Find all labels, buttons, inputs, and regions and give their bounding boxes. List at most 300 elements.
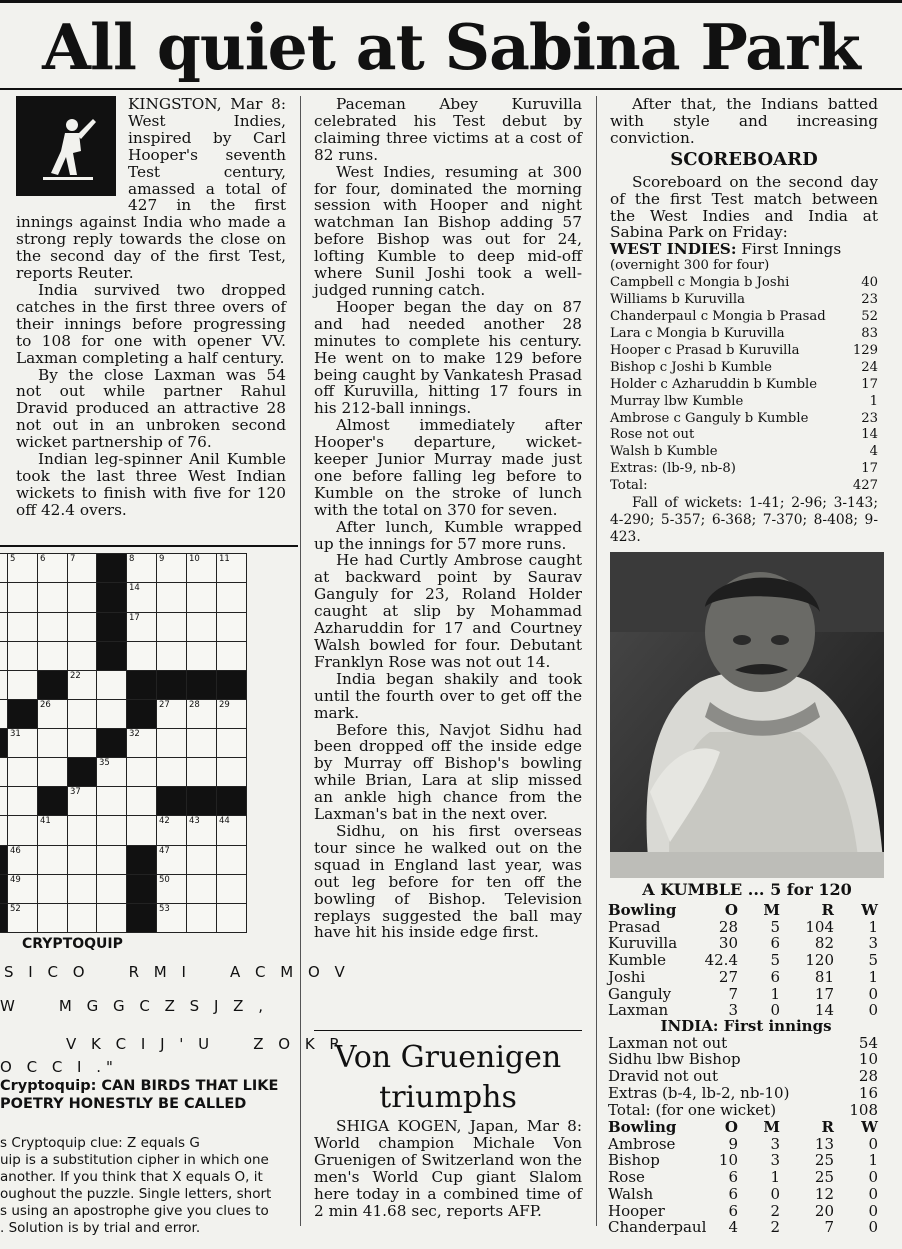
crossword-cell[interactable] <box>216 582 247 613</box>
crossword-cell[interactable] <box>96 845 127 875</box>
crossword-cell[interactable] <box>186 699 217 729</box>
paragraph: SHIGA KOGEN, Japan, Mar 8: World champion Michale Von Gruenigen of Switzerland won the men's World Cup giant Slalom here today in a combined time of 2 min 41.68 sec, reports AFP. <box>314 1117 582 1220</box>
runs-value: 16 <box>858 1083 878 1102</box>
crossword-cell[interactable] <box>156 641 187 671</box>
bowling-figure: 5 <box>770 951 780 970</box>
crossword-cell[interactable] <box>67 582 97 613</box>
crossword-grid[interactable] <box>0 553 275 932</box>
clue-number: 29 <box>219 700 230 710</box>
runs-value: 10 <box>858 1050 878 1069</box>
batting-row <box>610 275 878 292</box>
clue-number: 9 <box>159 554 165 564</box>
batsman-entry: Ambrose c Ganguly b Kumble <box>610 410 809 426</box>
innings-label: First innings <box>723 1017 832 1035</box>
batsman-entry: Laxman not out <box>608 1033 728 1052</box>
batsman-entry: Bishop c Joshi b Kumble <box>610 359 772 375</box>
lead-paragraph: KINGSTON, Mar 8: West Indies, inspired by Carl Hooper's seventh Test century, amassed a total of 427 in the first innings against India who made a strong reply towards the close on the second day of the first Test, reports Reuter. <box>16 95 286 283</box>
runs-value: 427 <box>852 478 878 494</box>
cipher-line: O C C I ." <box>0 1058 118 1076</box>
answer-line: Cryptoquip: CAN BIRDS THAT LIKE <box>0 1078 279 1094</box>
crossword-cell[interactable] <box>186 815 217 846</box>
fall-of-wickets: Fall of wickets: 1-41; 2-96; 3-143; 4-290; 5-357; 6-368; 7-370; 8-408; 9-423. <box>610 495 878 545</box>
vg-headline-line-1: Von Gruenigen <box>334 1040 562 1075</box>
crossword-black-square <box>96 553 127 583</box>
batting-row <box>610 377 878 394</box>
runs-value: 23 <box>861 292 878 308</box>
answer-line: POETRY HONESTLY BE CALLED <box>0 1096 247 1112</box>
bowling-figure: 27 <box>718 967 738 986</box>
clue-number: 41 <box>40 816 51 826</box>
crossword-cell[interactable] <box>156 757 187 787</box>
bowling-figure: 42.4 <box>704 951 738 970</box>
clue-number: 46 <box>10 846 21 856</box>
bowling-figure: 4 <box>728 1218 738 1237</box>
crossword-cell[interactable] <box>96 699 127 729</box>
crossword-cell[interactable] <box>7 612 38 642</box>
innings-heading <box>610 241 878 258</box>
bowling-figure: 0 <box>770 1184 780 1203</box>
crossword-cell[interactable] <box>37 728 68 758</box>
explanation-line: uip is a substitution cipher in which one <box>0 1152 269 1168</box>
bowling-figure: 5 <box>770 917 780 936</box>
india-innings <box>608 1018 884 1118</box>
crossword-cell[interactable] <box>67 699 97 729</box>
bowling-figure: 1 <box>770 984 780 1003</box>
bowling-header <box>608 902 884 919</box>
clue-number: 7 <box>70 554 76 564</box>
bowling-row <box>608 986 884 1003</box>
batsman-entry: Murray lbw Kumble <box>610 393 744 409</box>
vg-story <box>314 1118 582 1219</box>
crossword-cell[interactable] <box>156 815 187 846</box>
bowling-figure: 20 <box>814 1201 834 1220</box>
crossword-cell[interactable] <box>156 874 187 904</box>
clue-number: 17 <box>129 613 140 623</box>
crossword-cell[interactable] <box>7 786 38 816</box>
team-label: INDIA: <box>660 1017 719 1035</box>
team-label: WEST INDIES: <box>610 240 737 259</box>
crossword-cell[interactable] <box>96 786 127 816</box>
crossword-cell[interactable] <box>37 845 68 875</box>
bowler-name: Laxman <box>608 1001 669 1020</box>
runs-value: 17 <box>861 461 878 477</box>
batting-row <box>610 394 878 411</box>
runs-value: 52 <box>861 309 878 325</box>
scoreboard-title: SCOREBOARD <box>670 148 818 170</box>
bowling-row <box>608 1169 884 1186</box>
crossword-black-square <box>216 670 247 700</box>
bowling-figure: 5 <box>868 951 878 970</box>
headline-rule <box>0 88 902 90</box>
runs-value: 1 <box>869 393 878 409</box>
bowling-row <box>608 1136 884 1153</box>
clue-number: 35 <box>99 758 110 768</box>
crossword-cell[interactable] <box>96 757 127 787</box>
crossword-cell[interactable] <box>186 582 217 613</box>
crossword-cell[interactable] <box>156 699 187 729</box>
bowling-figure: 10 <box>718 1151 738 1170</box>
bowling-row <box>608 1203 884 1220</box>
bowling-row <box>608 969 884 986</box>
batting-row <box>610 343 878 360</box>
crossword-cell[interactable] <box>126 728 157 758</box>
batting-row <box>608 1102 884 1119</box>
clue-number: 5 <box>10 554 16 564</box>
crossword-black-square <box>186 670 217 700</box>
bowling-row <box>608 952 884 969</box>
crossword-cell[interactable] <box>67 815 97 846</box>
batting-row <box>608 1051 884 1068</box>
crossword-cell[interactable] <box>7 815 38 846</box>
crossword-cell[interactable] <box>37 699 68 729</box>
crossword-cell[interactable] <box>216 757 247 787</box>
bowling-row <box>608 1219 884 1236</box>
column-header: M <box>763 1118 780 1136</box>
bowling-figure: 13 <box>814 1134 834 1153</box>
cipher-line: S I C O R M I A C M O V <box>4 963 350 981</box>
paragraph: After that, the Indians batted with style and increasing conviction. <box>610 95 878 147</box>
clue-line: s Cryptoquip clue: Z equals G <box>0 1135 200 1151</box>
bowling-row <box>608 935 884 952</box>
crossword-cell[interactable] <box>7 641 38 671</box>
batsman-entry: Dravid not out <box>608 1067 718 1086</box>
crossword-black-square <box>216 786 247 816</box>
bowling-figure: 28 <box>718 917 738 936</box>
paragraph: West Indies, resuming at 300 for four, dominated the morning session with Hooper and night watchman Ian Bishop adding 57 before Bishop was out for 24, lofting Kumble to deep mid-off where Sunil Joshi took a well-judged running catch. <box>314 162 582 299</box>
paragraph: He had Curtly Ambrose caught at backward point by Saurav Ganguly for 23, Roland Holder caught at slip by Mohammad Azharuddin for 17 and Courtney Walsh bowled for four. Debutant Franklyn Rose was not out 14. <box>314 551 582 671</box>
bowling-figure: 1 <box>868 917 878 936</box>
crossword-black-square <box>7 699 38 729</box>
bowling-figure: 17 <box>814 984 834 1003</box>
runs-value: 4 <box>869 444 878 460</box>
crossword-cell[interactable] <box>156 728 187 758</box>
clue-number: 49 <box>10 875 21 885</box>
bowler-name: Bishop <box>608 1151 660 1170</box>
runs-value: 54 <box>858 1033 878 1052</box>
crossword-cell[interactable] <box>126 582 157 613</box>
india-bowling-table <box>608 902 884 1019</box>
bowling-figure: 104 <box>805 917 834 936</box>
bowling-figure: 0 <box>868 1218 878 1237</box>
crossword-cell[interactable] <box>126 641 157 671</box>
crossword-cell[interactable] <box>67 845 97 875</box>
photo-caption: A KUMBLE ... 5 for 120 <box>642 880 852 899</box>
paragraph: After lunch, Kumble wrapped up the innings for 57 more runs. <box>314 517 582 553</box>
clue-number: 50 <box>159 875 170 885</box>
batsman-entry: Sidhu lbw Bishop <box>608 1050 741 1069</box>
innings-heading <box>608 1018 884 1035</box>
crossword-cell[interactable] <box>7 553 38 583</box>
bowling-figure: 1 <box>770 1168 780 1187</box>
crossword-cell[interactable] <box>216 553 247 583</box>
column-header: R <box>821 901 834 919</box>
crossword-cell[interactable] <box>7 874 38 904</box>
runs-value: 83 <box>861 325 878 341</box>
bowling-figure: 6 <box>728 1168 738 1187</box>
bowler-name: Ambrose <box>608 1134 676 1153</box>
column-header: O <box>724 1118 738 1136</box>
bowling-figure: 0 <box>868 1001 878 1020</box>
bowler-name: Kuruvilla <box>608 934 678 953</box>
crossword-cell[interactable] <box>216 699 247 729</box>
crossword-cell[interactable] <box>186 612 217 642</box>
crossword-cell[interactable] <box>186 845 217 875</box>
story-column-1 <box>16 96 286 519</box>
vg-headline <box>314 1038 582 1118</box>
column-header: Bowling <box>608 1118 677 1136</box>
bowling-figure: 0 <box>868 1184 878 1203</box>
clue-number: 37 <box>70 787 81 797</box>
paragraph: India survived two dropped catches in the first three overs of their innings before progressing to 108 for one with opener VV. Laxman completing a half century. <box>16 280 286 367</box>
bowling-figure: 14 <box>814 1001 834 1020</box>
batting-row <box>610 309 878 326</box>
bowling-figure: 3 <box>868 934 878 953</box>
crossword-cell[interactable] <box>67 728 97 758</box>
clue-number: 6 <box>40 554 46 564</box>
batsman-entry: Lara c Mongia b Kuruvilla <box>610 325 785 341</box>
crossword-cell[interactable] <box>186 728 217 758</box>
cryptoquip-title: CRYPTOQUIP <box>22 936 123 952</box>
bowling-row <box>608 1186 884 1203</box>
bowler-portrait-image <box>610 552 884 878</box>
explanation-line: oughout the puzzle. Single letters, short <box>0 1186 272 1202</box>
crossword-black-square <box>186 786 217 816</box>
bowling-figure: 2 <box>770 1201 780 1220</box>
runs-value: 108 <box>849 1100 878 1119</box>
crossword-black-square <box>96 582 127 613</box>
batsman-entry: Holder c Azharuddin b Kumble <box>610 376 818 392</box>
crossword-cell[interactable] <box>156 553 187 583</box>
clue-number: 43 <box>189 816 200 826</box>
crossword-cell[interactable] <box>186 641 217 671</box>
runs-value: 40 <box>861 275 878 291</box>
crossword-cell[interactable] <box>37 553 68 583</box>
clue-number: 22 <box>70 671 81 681</box>
column-divider <box>300 96 301 1226</box>
scoreboard-intro: Scoreboard on the second day of the first Test match between the West Indies and India at Sabina Park on Friday: <box>610 172 878 242</box>
crossword-cell[interactable] <box>67 903 97 933</box>
crossword-cell[interactable] <box>96 874 127 904</box>
runs-value: 17 <box>861 376 878 392</box>
crossword-cell[interactable] <box>37 815 68 846</box>
batsman-entry: Rose not out <box>610 427 695 443</box>
bowling-figure: 25 <box>814 1168 834 1187</box>
clue-number: 32 <box>129 729 140 739</box>
batting-row <box>610 461 878 478</box>
bowling-figure: 3 <box>770 1134 780 1153</box>
bowler-name: Prasad <box>608 917 661 936</box>
story-rule <box>314 1030 582 1031</box>
bowling-figure: 6 <box>728 1201 738 1220</box>
runs-value: 14 <box>861 427 878 443</box>
clue-number: 27 <box>159 700 170 710</box>
crossword-cell[interactable] <box>186 874 217 904</box>
crossword-cell[interactable] <box>67 612 97 642</box>
crossword-cell[interactable] <box>37 612 68 642</box>
crossword-cell[interactable] <box>7 903 38 933</box>
crossword-black-square <box>126 874 157 904</box>
crossword-black-square <box>96 641 127 671</box>
crossword-black-square <box>156 786 187 816</box>
bowler-name: Ganguly <box>608 984 672 1003</box>
bowling-figure: 7 <box>824 1218 834 1237</box>
crossword-cell[interactable] <box>96 903 127 933</box>
crossword-cell[interactable] <box>96 670 127 700</box>
crossword-cell[interactable] <box>216 728 247 758</box>
crossword-cell[interactable] <box>7 582 38 613</box>
batsman-entry: Total: <box>610 478 648 494</box>
batting-row <box>610 427 878 444</box>
crossword-cell[interactable] <box>156 582 187 613</box>
bowler-name: Joshi <box>608 967 646 986</box>
crossword-cell[interactable] <box>216 845 247 875</box>
paragraph: Hooper began the day on 87 and had needed another 28 minutes to complete his century. He went on to make 129 before being caught by Vankatesh Prasad off Kuruvilla, hitting 17 fours in his 212-ball innings. <box>314 297 582 418</box>
bowling-figure: 0 <box>770 1001 780 1020</box>
crossword-black-square <box>37 670 68 700</box>
bowler-name: Walsh <box>608 1184 654 1203</box>
section-rule <box>0 545 298 547</box>
clue-number: 53 <box>159 904 170 914</box>
crossword-cell[interactable] <box>156 612 187 642</box>
runs-value: 24 <box>861 359 878 375</box>
paragraph: Sidhu, on his first overseas tour since he walked out on the squad in England last year, was out leg before for ten off the bowling of Bishop. Television replays suggested the ball may have hit his inside edge first. <box>314 821 582 942</box>
crossword-cell[interactable] <box>67 553 97 583</box>
bowling-figure: 0 <box>868 1134 878 1153</box>
crossword-cell[interactable] <box>216 641 247 671</box>
clue-number: 28 <box>189 700 200 710</box>
bowling-figure: 3 <box>728 1001 738 1020</box>
paragraph: Before this, Navjot Sidhu had been dropped off the inside edge by Murray off Bishop's bowling while Brian, Lara at slip missed an ankle high chance from the Laxman's bat in the next over. <box>314 720 582 824</box>
crossword-cell[interactable] <box>186 757 217 787</box>
bowler-name: Kumble <box>608 951 667 970</box>
explanation-line: another. If you think that X equals O, it <box>0 1169 263 1185</box>
crossword-cell[interactable] <box>37 641 68 671</box>
column-header: Bowling <box>608 901 677 919</box>
paragraph: Indian leg-spinner Anil Kumble took the last three West Indian wickets to finish with five for 120 off 42.4 overs. <box>16 450 286 519</box>
batting-row <box>608 1085 884 1102</box>
paragraph: By the close Laxman was 54 not out while partner Rahul Dravid produced an attractive 28 not out in an unbroken second wicket partnership of 76. <box>16 365 286 452</box>
crossword-black-square <box>156 670 187 700</box>
crossword-cell[interactable] <box>126 786 157 816</box>
bowling-figure: 2 <box>770 1218 780 1237</box>
crossword-cell[interactable] <box>156 903 187 933</box>
batting-row <box>610 326 878 343</box>
runs-value: 28 <box>858 1067 878 1086</box>
story-column-2 <box>314 96 582 941</box>
crossword-cell[interactable] <box>67 670 97 700</box>
bowling-figure: 0 <box>868 1168 878 1187</box>
bowling-figure: 30 <box>718 934 738 953</box>
bowling-figure: 0 <box>868 1201 878 1220</box>
explanation-line: . Solution is by trial and error. <box>0 1220 201 1236</box>
paragraph: Almost immediately after Hooper's departure, wicket-keeper Junior Murray made just one before falling leg before to Kumble on the stroke of lunch with the total on 370 for seven. <box>314 416 582 519</box>
bowler-name: Hooper <box>608 1201 665 1220</box>
crossword-cell[interactable] <box>216 903 247 933</box>
crossword-cell[interactable] <box>37 903 68 933</box>
crossword-cell[interactable] <box>186 553 217 583</box>
cricket-logo-icon <box>16 96 116 196</box>
crossword-cell[interactable] <box>67 874 97 904</box>
column-divider <box>596 96 597 1226</box>
clue-number: 42 <box>159 816 170 826</box>
paragraph: India began shakily and took until the fourth over to get off the mark. <box>314 669 582 722</box>
clue-number: 47 <box>159 846 170 856</box>
crossword-cell[interactable] <box>126 815 157 846</box>
bowling-figure: 0 <box>868 984 878 1003</box>
crossword-black-square <box>96 728 127 758</box>
crossword-cell[interactable] <box>186 903 217 933</box>
crossword-cell[interactable] <box>37 582 68 613</box>
crossword-cell[interactable] <box>216 874 247 904</box>
crossword-cell[interactable] <box>126 553 157 583</box>
batsman-entry: Hooper c Prasad b Kuruvilla <box>610 342 800 358</box>
crossword-cell[interactable] <box>126 757 157 787</box>
vg-headline-line-2: triumphs <box>379 1080 517 1115</box>
bowling-figure: 6 <box>770 934 780 953</box>
bowling-figure: 81 <box>814 967 834 986</box>
kumble-photo <box>610 552 884 878</box>
clue-number: 11 <box>219 554 230 564</box>
crossword-black-square <box>126 845 157 875</box>
crossword-cell[interactable] <box>216 612 247 642</box>
column-header: M <box>763 901 780 919</box>
paragraph: Paceman Abey Kuruvilla celebrated his Test debut by claiming three victims at a cost of 82 runs. <box>314 95 582 164</box>
column-header: W <box>861 1118 878 1136</box>
clue-number: 14 <box>129 583 140 593</box>
runs-value: 23 <box>861 410 878 426</box>
bowling-figure: 1 <box>868 967 878 986</box>
crossword-cell[interactable] <box>7 757 38 787</box>
bowler-name: Rose <box>608 1168 645 1187</box>
bowling-figure: 25 <box>814 1151 834 1170</box>
scoreboard-column <box>610 96 878 546</box>
clue-number: 26 <box>40 700 51 710</box>
bowling-figure: 82 <box>814 934 834 953</box>
crossword-cell[interactable] <box>7 670 38 700</box>
crossword-cell[interactable] <box>156 845 187 875</box>
crossword-cell[interactable] <box>126 612 157 642</box>
crossword-cell[interactable] <box>7 845 38 875</box>
bowling-figure: 1 <box>868 1151 878 1170</box>
crossword-cell[interactable] <box>37 874 68 904</box>
clue-number: 52 <box>10 904 21 914</box>
batting-row <box>610 411 878 428</box>
batsman-entry: Extras (b-4, lb-2, nb-10) <box>608 1083 790 1102</box>
crossword-cell[interactable] <box>216 815 247 846</box>
innings-label: First Innings <box>741 240 842 259</box>
explanation-line: s using an apostrophe give you clues to <box>0 1203 269 1219</box>
bowling-row <box>608 919 884 936</box>
batting-row <box>608 1035 884 1052</box>
crossword-black-square <box>126 903 157 933</box>
crossword-black-square <box>67 757 97 787</box>
batsman-entry: Walsh b Kumble <box>610 444 718 460</box>
cipher-line: V K C I J ' U Z O K R <box>66 1035 345 1053</box>
bowling-figure: 6 <box>728 1184 738 1203</box>
crossword-cell[interactable] <box>67 641 97 671</box>
bowling-figure: 9 <box>728 1134 738 1153</box>
crossword-cell[interactable] <box>37 757 68 787</box>
bowling-figure: 3 <box>770 1151 780 1170</box>
batting-row <box>608 1068 884 1085</box>
batting-card <box>608 1035 884 1119</box>
bowler-name: Chanderpaul <box>608 1218 707 1237</box>
crossword-cell[interactable] <box>96 815 127 846</box>
crossword-cell[interactable] <box>67 786 97 816</box>
wi-bowling-table <box>608 1119 884 1236</box>
bowling-figure: 12 <box>814 1184 834 1203</box>
crossword-cell[interactable] <box>7 728 38 758</box>
